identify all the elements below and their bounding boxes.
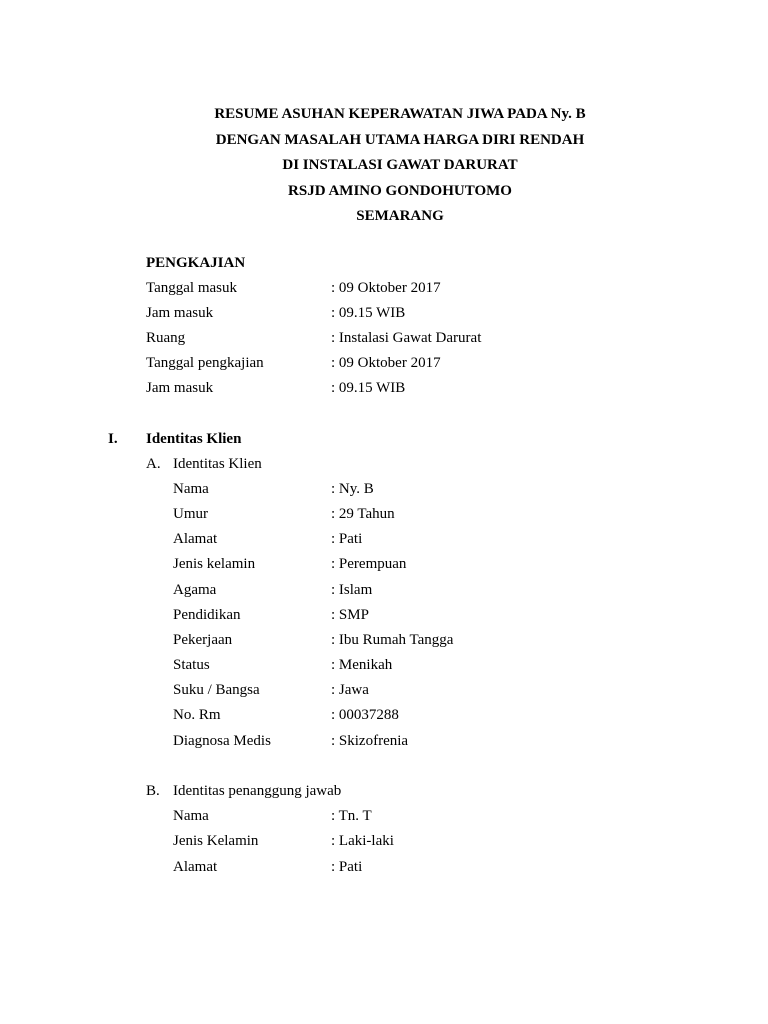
guarantor-label: Jenis Kelamin xyxy=(173,833,259,849)
title-line: DENGAN MASALAH UTAMA HARGA DIRI RENDAH xyxy=(215,131,585,148)
identity-value: : Perempuan xyxy=(331,556,407,572)
identity-value: : Pati xyxy=(331,531,363,547)
identity-value: : SMP xyxy=(331,607,369,623)
subsection-heading: Identitas Klien xyxy=(173,456,262,472)
identity-label: Diagnosa Medis xyxy=(173,733,271,749)
title-line: RESUME ASUHAN KEPERAWATAN JIWA PADA Ny. B xyxy=(214,106,586,122)
identity-label: Umur xyxy=(173,506,208,522)
title-line: RSJD AMINO GONDOHUTOMO xyxy=(288,182,512,199)
identity-value: : Ny. B xyxy=(331,481,374,497)
identity-label: Nama xyxy=(173,481,209,497)
identity-value: : Islam xyxy=(331,582,373,598)
pengkajian-value: : Instalasi Gawat Darurat xyxy=(331,330,482,346)
pengkajian-value: : 09 Oktober 2017 xyxy=(331,280,441,296)
guarantor-label: Alamat xyxy=(173,859,218,875)
subsection-marker: B. xyxy=(146,783,160,799)
title-line: SEMARANG xyxy=(356,208,444,224)
pengkajian-label: Ruang xyxy=(146,330,186,346)
section-number: I. xyxy=(108,431,118,447)
pengkajian-label: Tanggal pengkajian xyxy=(146,355,264,371)
guarantor-value: : Pati xyxy=(331,859,363,875)
identity-label: Agama xyxy=(173,582,217,598)
subsection-heading: Identitas penanggung jawab xyxy=(173,783,342,799)
pengkajian-value: : 09.15 WIB xyxy=(331,305,406,321)
identity-label: Pekerjaan xyxy=(173,632,233,648)
guarantor-value: : Tn. T xyxy=(331,808,372,824)
pengkajian-label: Jam masuk xyxy=(146,380,214,396)
section-heading: Identitas Klien xyxy=(146,431,242,447)
title-line: DI INSTALASI GAWAT DARURAT xyxy=(282,157,518,173)
pengkajian-label: Tanggal masuk xyxy=(146,280,238,296)
pengkajian-value: : 09.15 WIB xyxy=(331,380,406,396)
identity-label: Suku / Bangsa xyxy=(173,682,260,698)
document-title xyxy=(0,102,768,230)
pengkajian-value: : 09 Oktober 2017 xyxy=(331,355,441,371)
subsection-marker: A. xyxy=(146,456,161,472)
identity-label: Pendidikan xyxy=(173,607,241,623)
identity-label: No. Rm xyxy=(173,707,221,723)
identity-label: Jenis kelamin xyxy=(173,556,256,572)
identity-label: Alamat xyxy=(173,531,218,547)
identity-value: : Menikah xyxy=(331,657,393,673)
pengkajian-heading: PENGKAJIAN xyxy=(146,255,246,271)
identity-value: : 00037288 xyxy=(331,707,399,723)
guarantor-label: Nama xyxy=(173,808,209,824)
identity-value: : Jawa xyxy=(331,682,369,698)
identity-label: Status xyxy=(173,657,210,673)
identity-value: : Ibu Rumah Tangga xyxy=(331,632,454,648)
guarantor-value: : Laki-laki xyxy=(331,833,394,849)
identity-value: : Skizofrenia xyxy=(331,733,409,749)
pengkajian-label: Jam masuk xyxy=(146,305,214,321)
identity-value: : 29 Tahun xyxy=(331,506,395,522)
